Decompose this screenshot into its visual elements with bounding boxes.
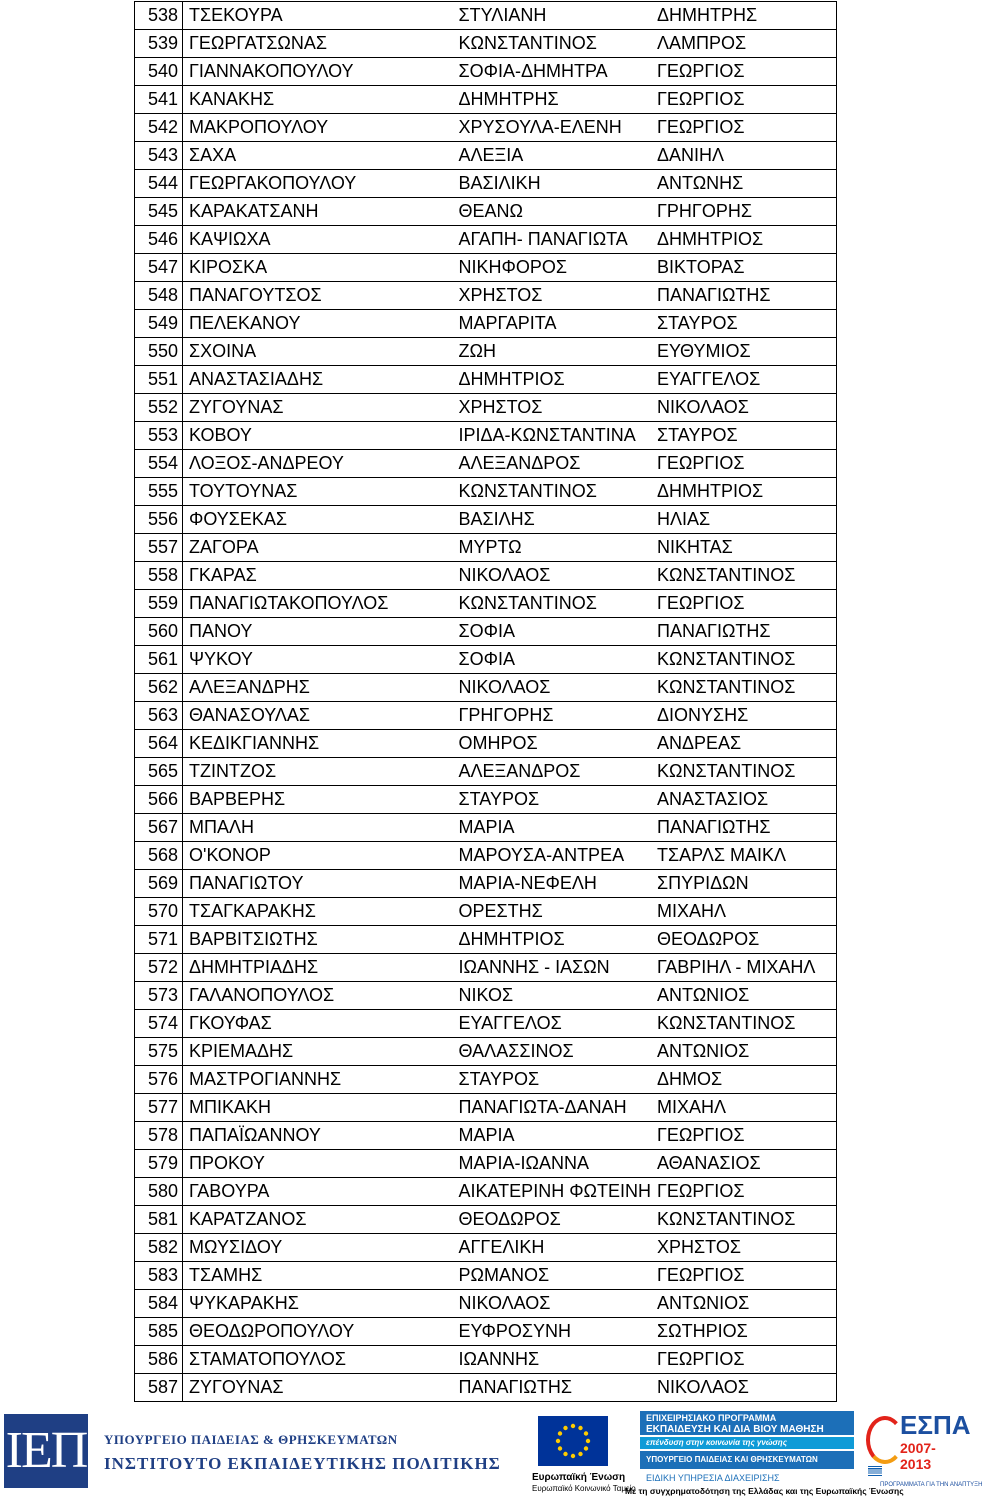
institute-name: ΙΝΣΤΙΤΟΥΤΟ ΕΚΠΑΙΔΕΥΤΙΚΗΣ ΠΟΛΙΤΙΚΗΣ [104, 1454, 501, 1473]
father-name-cell: ΓΕΩΡΓΙΟΣ [651, 450, 836, 478]
surname-cell: ΣΧΟΙΝΑ [183, 338, 453, 366]
row-number: 554 [135, 450, 183, 478]
first-name-cell: ΚΩΝΣΤΑΝΤΙΝΟΣ [453, 590, 652, 618]
first-name-cell: ΝΙΚΟΛΑΟΣ [453, 562, 652, 590]
table-row [135, 478, 837, 506]
row-number: 562 [135, 674, 183, 702]
surname-cell: ΜΩΥΣΙΔΟΥ [183, 1234, 453, 1262]
row-number: 555 [135, 478, 183, 506]
father-name-cell: ΝΙΚΟΛΑΟΣ [651, 1374, 836, 1402]
row-number: 581 [135, 1206, 183, 1234]
row-number: 571 [135, 926, 183, 954]
first-name-cell: ΙΡΙΔΑ-ΚΩΝΣΤΑΝΤΙΝΑ [453, 422, 652, 450]
espa-logo-text: ΕΣΠΑ [900, 1410, 971, 1440]
table-row [135, 226, 837, 254]
row-number: 549 [135, 310, 183, 338]
table-row [135, 2, 837, 30]
father-name-cell: ΓΕΩΡΓΙΟΣ [651, 86, 836, 114]
father-name-cell: ΚΩΝΣΤΑΝΤΙΝΟΣ [651, 674, 836, 702]
first-name-cell: ΑΛΕΞΑΝΔΡΟΣ [453, 758, 652, 786]
father-name-cell: ΚΩΝΣΤΑΝΤΙΝΟΣ [651, 1206, 836, 1234]
surname-cell: ΓΚΑΡΑΣ [183, 562, 453, 590]
first-name-cell: ΧΡΥΣΟΥΛΑ-ΕΛΕΝΗ [453, 114, 652, 142]
surname-cell: ΤΣΑΜΗΣ [183, 1262, 453, 1290]
table-row [135, 814, 837, 842]
first-name-cell: ΣΟΦΙΑ-ΔΗΜΗΤΡΑ [453, 58, 652, 86]
row-number: 565 [135, 758, 183, 786]
table-row [135, 618, 837, 646]
table-row [135, 786, 837, 814]
surname-cell: ΑΛΕΞΑΝΔΡΗΣ [183, 674, 453, 702]
table-row [135, 1066, 837, 1094]
surname-cell: ΤΖΙΝΤΖΟΣ [183, 758, 453, 786]
eu-caption: Ευρωπαϊκή Ένωση [532, 1472, 626, 1483]
father-name-cell: ΠΑΝΑΓΙΩΤΗΣ [651, 282, 836, 310]
surname-cell: ΣΑΧΑ [183, 142, 453, 170]
surname-cell: ΠΑΝΑΓΙΩΤΟΥ [183, 870, 453, 898]
table-row [135, 282, 837, 310]
father-name-cell: ΣΤΑΥΡΟΣ [651, 310, 836, 338]
row-number: 550 [135, 338, 183, 366]
father-name-cell: ΑΝΑΣΤΑΣΙΟΣ [651, 786, 836, 814]
father-name-cell: ΓΕΩΡΓΙΟΣ [651, 1122, 836, 1150]
op-slogan: επένδυση στην κοινωνία της γνώσης [646, 1438, 787, 1447]
row-number: 553 [135, 422, 183, 450]
table-row [135, 758, 837, 786]
eu-flag-icon [538, 1416, 608, 1466]
surname-cell: ΤΟΥΤΟΥΝΑΣ [183, 478, 453, 506]
table-row [135, 1094, 837, 1122]
table-row [135, 142, 837, 170]
surname-cell: ΜΑΚΡΟΠΟΥΛΟΥ [183, 114, 453, 142]
father-name-cell: ΧΡΗΣΤΟΣ [651, 1234, 836, 1262]
father-name-cell: ΣΩΤΗΡΙΟΣ [651, 1318, 836, 1346]
father-name-cell: ΑΘΑΝΑΣΙΟΣ [651, 1150, 836, 1178]
table-row [135, 702, 837, 730]
father-name-cell: ΚΩΝΣΤΑΝΤΙΝΟΣ [651, 562, 836, 590]
row-number: 563 [135, 702, 183, 730]
surname-cell: ΚΟΒΟΥ [183, 422, 453, 450]
row-number: 573 [135, 982, 183, 1010]
table-row [135, 1290, 837, 1318]
surname-cell: ΘΕΟΔΩΡΟΠΟΥΛΟΥ [183, 1318, 453, 1346]
first-name-cell: ΝΙΚΟΛΑΟΣ [453, 1290, 652, 1318]
surname-cell: ΚΕΔΙΚΓΙΑΝΝΗΣ [183, 730, 453, 758]
father-name-cell: ΓΕΩΡΓΙΟΣ [651, 1262, 836, 1290]
espa-swirl-icon [866, 1416, 904, 1464]
surname-cell: ΖΑΓΟΡΑ [183, 534, 453, 562]
row-number: 538 [135, 2, 183, 30]
father-name-cell: ΠΑΝΑΓΙΩΤΗΣ [651, 618, 836, 646]
surname-cell: ΜΠΑΛΗ [183, 814, 453, 842]
table-row [135, 954, 837, 982]
table-row [135, 450, 837, 478]
row-number: 557 [135, 534, 183, 562]
father-name-cell: ΔΙΟΝΥΣΗΣ [651, 702, 836, 730]
ministry-name: ΥΠΟΥΡΓΕΙΟ ΠΑΙΔΕΙΑΣ & ΘΡΗΣΚΕΥΜΑΤΩΝ [104, 1432, 398, 1447]
espa-caption: ΠΡΟΓΡΑΜΜΑΤΑ ΓΙΑ ΤΗΝ ΑΝΑΠΤΥΞΗ [880, 1482, 982, 1488]
surname-cell: ΠΑΝΟΥ [183, 618, 453, 646]
surname-cell: ΜΠΙΚΑΚΗ [183, 1094, 453, 1122]
row-number: 583 [135, 1262, 183, 1290]
surname-cell: ΑΝΑΣΤΑΣΙΑΔΗΣ [183, 366, 453, 394]
op-caption: Με τη συγχρηματοδότηση της Ελλάδας και της Ευρωπαϊκής Ένωσης [625, 1486, 904, 1496]
first-name-cell: ΚΩΝΣΤΑΝΤΙΝΟΣ [453, 478, 652, 506]
row-number: 541 [135, 86, 183, 114]
row-number: 548 [135, 282, 183, 310]
table-row [135, 170, 837, 198]
table-row [135, 1374, 837, 1402]
father-name-cell: ΘΕΟΔΩΡΟΣ [651, 926, 836, 954]
eu-star-icon [563, 1426, 567, 1430]
father-name-cell: ΗΛΙΑΣ [651, 506, 836, 534]
father-name-cell: ΑΝΤΩΝΗΣ [651, 170, 836, 198]
surname-cell: ΜΑΣΤΡΟΓΙΑΝΝΗΣ [183, 1066, 453, 1094]
surname-cell: ΔΗΜΗΤΡΙΑΔΗΣ [183, 954, 453, 982]
table-row [135, 674, 837, 702]
surname-cell: ΚΑΨΙΩΧΑ [183, 226, 453, 254]
first-name-cell: ΙΩΑΝΝΗΣ - ΙΑΣΩΝ [453, 954, 652, 982]
first-name-cell: ΠΑΝΑΓΙΩΤΗΣ [453, 1374, 652, 1402]
row-number: 575 [135, 1038, 183, 1066]
table-row [135, 1346, 837, 1374]
surname-cell: ΚΑΡΑΚΑΤΣΑΝΗ [183, 198, 453, 226]
first-name-cell: ΟΜΗΡΟΣ [453, 730, 652, 758]
first-name-cell: ΕΥΑΓΓΕΛΟΣ [453, 1010, 652, 1038]
surname-cell: ΤΣΕΚΟΥΡΑ [183, 2, 453, 30]
surname-cell: Ο'ΚΟΝΟΡ [183, 842, 453, 870]
row-number: 567 [135, 814, 183, 842]
row-number: 542 [135, 114, 183, 142]
first-name-cell: ΑΓΑΠΗ- ΠΑΝΑΓΙΩΤΑ [453, 226, 652, 254]
eu-star-icon [558, 1431, 562, 1435]
first-name-cell: ΑΓΓΕΛΙΚΗ [453, 1234, 652, 1262]
row-number: 545 [135, 198, 183, 226]
op-subtitle: ΕΚΠΑΙΔΕΥΣΗ ΚΑΙ ΔΙΑ ΒΙΟΥ ΜΑΘΗΣΗ [646, 1424, 824, 1435]
surname-cell: ΦΟΥΣΕΚΑΣ [183, 506, 453, 534]
table-row [135, 1150, 837, 1178]
father-name-cell: ΜΙΧΑΗΛ [651, 898, 836, 926]
surname-cell: ΓΚΟΥΦΑΣ [183, 1010, 453, 1038]
father-name-cell: ΓΕΩΡΓΙΟΣ [651, 590, 836, 618]
first-name-cell: ΘΕΑΝΩ [453, 198, 652, 226]
table-row [135, 1262, 837, 1290]
surname-cell: ΠΕΛΕΚΑΝΟΥ [183, 310, 453, 338]
first-name-cell: ΔΗΜΗΤΡΗΣ [453, 86, 652, 114]
row-number: 559 [135, 590, 183, 618]
father-name-cell: ΓΕΩΡΓΙΟΣ [651, 58, 836, 86]
table-row [135, 1206, 837, 1234]
table-row [135, 646, 837, 674]
surname-cell: ΒΑΡΒΙΤΣΙΩΤΗΣ [183, 926, 453, 954]
first-name-cell: ΣΟΦΙΑ [453, 646, 652, 674]
surname-cell: ΨΥΚΟΥ [183, 646, 453, 674]
first-name-cell: ΜΑΡΙΑ [453, 814, 652, 842]
surname-cell: ΖΥΓΟΥΝΑΣ [183, 394, 453, 422]
espa-years: 2007-2013 [900, 1440, 936, 1472]
row-number: 585 [135, 1318, 183, 1346]
father-name-cell: ΒΙΚΤΟΡΑΣ [651, 254, 836, 282]
surname-cell: ΚΑΡΑΤΖΑΝΟΣ [183, 1206, 453, 1234]
table-row [135, 254, 837, 282]
op-title: ΕΠΙΧΕΙΡΗΣΙΑΚΟ ΠΡΟΓΡΑΜΜΑ [646, 1413, 777, 1423]
first-name-cell: ΚΩΝΣΤΑΝΤΙΝΟΣ [453, 30, 652, 58]
surname-cell: ΨΥΚΑΡΑΚΗΣ [183, 1290, 453, 1318]
table-row [135, 590, 837, 618]
first-name-cell: ΙΩΑΝΝΗΣ [453, 1346, 652, 1374]
first-name-cell: ΑΙΚΑΤΕΡΙΝΗ ΦΩΤΕΙΝΗ [453, 1178, 652, 1206]
row-number: 587 [135, 1374, 183, 1402]
table-row [135, 310, 837, 338]
eu-star-icon [563, 1452, 567, 1456]
table-row [135, 338, 837, 366]
row-number: 577 [135, 1094, 183, 1122]
row-number: 539 [135, 30, 183, 58]
row-number: 582 [135, 1234, 183, 1262]
eu-star-icon [571, 1454, 575, 1458]
table-row [135, 114, 837, 142]
row-number: 547 [135, 254, 183, 282]
first-name-cell: ΘΑΛΑΣΣΙΝΟΣ [453, 1038, 652, 1066]
first-name-cell: ΔΗΜΗΤΡΙΟΣ [453, 926, 652, 954]
surname-cell: ΖΥΓΟΥΝΑΣ [183, 1374, 453, 1402]
names-table [134, 1, 837, 1402]
father-name-cell: ΕΥΘΥΜΙΟΣ [651, 338, 836, 366]
father-name-cell: ΠΑΝΑΓΙΩΤΗΣ [651, 814, 836, 842]
father-name-cell: ΓΕΩΡΓΙΟΣ [651, 1346, 836, 1374]
father-name-cell: ΓΡΗΓΟΡΗΣ [651, 198, 836, 226]
first-name-cell: ΖΩΗ [453, 338, 652, 366]
surname-cell: ΠΑΠΑΪΩΑΝΝΟΥ [183, 1122, 453, 1150]
eu-star-icon [571, 1424, 575, 1428]
first-name-cell: ΜΑΡΙΑ-ΙΩΑΝΝΑ [453, 1150, 652, 1178]
table-row [135, 926, 837, 954]
row-number: 551 [135, 366, 183, 394]
eu-stars-icon [538, 1416, 608, 1466]
father-name-cell: ΑΝΤΩΝΙΟΣ [651, 1290, 836, 1318]
first-name-cell: ΝΙΚΗΦΟΡΟΣ [453, 254, 652, 282]
row-number: 568 [135, 842, 183, 870]
first-name-cell: ΕΥΦΡΟΣΥΝΗ [453, 1318, 652, 1346]
father-name-cell: ΔΑΝΙΗΛ [651, 142, 836, 170]
surname-cell: ΤΣΑΓΚΑΡΑΚΗΣ [183, 898, 453, 926]
row-number: 578 [135, 1122, 183, 1150]
table-row [135, 1010, 837, 1038]
surname-cell: ΓΙΑΝΝΑΚΟΠΟΥΛΟΥ [183, 58, 453, 86]
first-name-cell: ΧΡΗΣΤΟΣ [453, 282, 652, 310]
surname-cell: ΒΑΡΒΕΡΗΣ [183, 786, 453, 814]
surname-cell: ΓΕΩΡΓΑΚΟΠΟΥΛΟΥ [183, 170, 453, 198]
row-number: 561 [135, 646, 183, 674]
table-row [135, 898, 837, 926]
first-name-cell: ΒΑΣΙΛΗΣ [453, 506, 652, 534]
surname-cell: ΓΑΒΟΥΡΑ [183, 1178, 453, 1206]
surname-cell: ΘΑΝΑΣΟΥΛΑΣ [183, 702, 453, 730]
table-row [135, 1318, 837, 1346]
row-number: 584 [135, 1290, 183, 1318]
row-number: 569 [135, 870, 183, 898]
row-number: 580 [135, 1178, 183, 1206]
row-number: 546 [135, 226, 183, 254]
surname-cell: ΛΟΞΟΣ-ΑΝΔΡΕΟΥ [183, 450, 453, 478]
first-name-cell: ΜΑΡΓΑΡΙΤΑ [453, 310, 652, 338]
eu-star-icon [584, 1431, 588, 1435]
first-name-cell: ΑΛΕΞΙΑ [453, 142, 652, 170]
eu-star-icon [556, 1439, 560, 1443]
father-name-cell: ΔΗΜΗΤΡΗΣ [651, 2, 836, 30]
row-number: 564 [135, 730, 183, 758]
table-row [135, 730, 837, 758]
table-row [135, 1122, 837, 1150]
table-row [135, 506, 837, 534]
first-name-cell: ΜΥΡΤΩ [453, 534, 652, 562]
first-name-cell: ΧΡΗΣΤΟΣ [453, 394, 652, 422]
surname-cell: ΓΕΩΡΓΑΤΣΩΝΑΣ [183, 30, 453, 58]
father-name-cell: ΣΠΥΡΙΔΩΝ [651, 870, 836, 898]
row-number: 586 [135, 1346, 183, 1374]
first-name-cell: ΝΙΚΟΛΑΟΣ [453, 674, 652, 702]
father-name-cell: ΓΑΒΡΙΗΛ - ΜΙΧΑΗΛ [651, 954, 836, 982]
table-row [135, 198, 837, 226]
table-row [135, 394, 837, 422]
table-row [135, 842, 837, 870]
father-name-cell: ΤΣΑΡΛΣ ΜΑΙΚΛ [651, 842, 836, 870]
first-name-cell: ΣΟΦΙΑ [453, 618, 652, 646]
first-name-cell: ΣΤΑΥΡΟΣ [453, 1066, 652, 1094]
table-row [135, 870, 837, 898]
table-row [135, 86, 837, 114]
surname-cell: ΠΡΟΚΟΥ [183, 1150, 453, 1178]
row-number: 558 [135, 562, 183, 590]
table-row [135, 982, 837, 1010]
surname-cell: ΚΑΝΑΚΗΣ [183, 86, 453, 114]
row-number: 574 [135, 1010, 183, 1038]
row-number: 572 [135, 954, 183, 982]
father-name-cell: ΣΤΑΥΡΟΣ [651, 422, 836, 450]
row-number: 552 [135, 394, 183, 422]
surname-cell: ΚΙΡΟΣΚΑ [183, 254, 453, 282]
eu-star-icon [578, 1426, 582, 1430]
first-name-cell: ΒΑΣΙΛΙΚΗ [453, 170, 652, 198]
row-number: 570 [135, 898, 183, 926]
father-name-cell: ΓΕΩΡΓΙΟΣ [651, 114, 836, 142]
row-number: 576 [135, 1066, 183, 1094]
father-name-cell: ΕΥΑΓΓΕΛΟΣ [651, 366, 836, 394]
footer-logos [0, 1406, 982, 1496]
table-row [135, 366, 837, 394]
first-name-cell: ΘΕΟΔΩΡΟΣ [453, 1206, 652, 1234]
first-name-cell: ΔΗΜΗΤΡΙΟΣ [453, 366, 652, 394]
father-name-cell: ΚΩΝΣΤΑΝΤΙΝΟΣ [651, 1010, 836, 1038]
father-name-cell: ΝΙΚΗΤΑΣ [651, 534, 836, 562]
father-name-cell: ΔΗΜΗΤΡΙΟΣ [651, 478, 836, 506]
first-name-cell: ΜΑΡΙΑ [453, 1122, 652, 1150]
surname-cell: ΠΑΝΑΓΙΩΤΑΚΟΠΟΥΛΟΣ [183, 590, 453, 618]
row-number: 543 [135, 142, 183, 170]
names-table-body [135, 2, 837, 1402]
first-name-cell: ΣΤΑΥΡΟΣ [453, 786, 652, 814]
father-name-cell: ΓΕΩΡΓΙΟΣ [651, 1178, 836, 1206]
first-name-cell: ΡΩΜΑΝΟΣ [453, 1262, 652, 1290]
first-name-cell: ΟΡΕΣΤΗΣ [453, 898, 652, 926]
surname-cell: ΓΑΛΑΝΟΠΟΥΛΟΣ [183, 982, 453, 1010]
father-name-cell: ΛΑΜΠΡΟΣ [651, 30, 836, 58]
first-name-cell: ΓΡΗΓΟΡΗΣ [453, 702, 652, 730]
eu-star-icon [558, 1446, 562, 1450]
table-row [135, 1178, 837, 1206]
row-number: 560 [135, 618, 183, 646]
father-name-cell: ΑΝΤΩΝΙΟΣ [651, 1038, 836, 1066]
first-name-cell: ΜΑΡΟΥΣΑ-ΑΝΤΡΕΑ [453, 842, 652, 870]
father-name-cell: ΑΝΤΩΝΙΟΣ [651, 982, 836, 1010]
father-name-cell: ΝΙΚΟΛΑΟΣ [651, 394, 836, 422]
eu-star-icon [584, 1446, 588, 1450]
row-number: 566 [135, 786, 183, 814]
surname-cell: ΚΡΙΕΜΑΔΗΣ [183, 1038, 453, 1066]
father-name-cell: ΜΙΧΑΗΛ [651, 1094, 836, 1122]
table-row [135, 30, 837, 58]
eu-fund-caption: Ευρωπαϊκό Κοινωνικό Ταμείο [532, 1484, 636, 1493]
row-number: 579 [135, 1150, 183, 1178]
first-name-cell: ΠΑΝΑΓΙΩΤΑ-ΔΑΝΑΗ [453, 1094, 652, 1122]
father-name-cell: ΔΗΜΟΣ [651, 1066, 836, 1094]
eu-star-icon [578, 1452, 582, 1456]
row-number: 544 [135, 170, 183, 198]
father-name-cell: ΚΩΝΣΤΑΝΤΙΝΟΣ [651, 758, 836, 786]
table-row [135, 58, 837, 86]
first-name-cell: ΜΑΡΙΑ-ΝΕΦΕΛΗ [453, 870, 652, 898]
greek-flag-icon [868, 1466, 882, 1476]
table-row [135, 1038, 837, 1066]
table-row [135, 422, 837, 450]
row-number: 540 [135, 58, 183, 86]
first-name-cell: ΝΙΚΟΣ [453, 982, 652, 1010]
surname-cell: ΣΤΑΜΑΤΟΠΟΥΛΟΣ [183, 1346, 453, 1374]
row-number: 556 [135, 506, 183, 534]
eu-star-icon [586, 1439, 590, 1443]
first-name-cell: ΑΛΕΞΑΝΔΡΟΣ [453, 450, 652, 478]
father-name-cell: ΚΩΝΣΤΑΝΤΙΝΟΣ [651, 646, 836, 674]
iep-logo [4, 1414, 88, 1488]
table-row [135, 1234, 837, 1262]
first-name-cell: ΣΤΥΛΙΑΝΗ [453, 2, 652, 30]
op-ministry: ΥΠΟΥΡΓΕΙΟ ΠΑΙΔΕΙΑΣ ΚΑΙ ΘΡΗΣΚΕΥΜΑΤΩΝ [646, 1455, 818, 1464]
surname-cell: ΠΑΝΑΓΟΥΤΣΟΣ [183, 282, 453, 310]
father-name-cell: ΑΝΔΡΕΑΣ [651, 730, 836, 758]
table-row [135, 534, 837, 562]
iep-logo-text: ΙΕΠ [5, 1422, 87, 1479]
table-row [135, 562, 837, 590]
op-authority: ΕΙΔΙΚΗ ΥΠΗΡΕΣΙΑ ΔΙΑΧΕΙΡΙΣΗΣ [646, 1473, 780, 1483]
father-name-cell: ΔΗΜΗΤΡΙΟΣ [651, 226, 836, 254]
